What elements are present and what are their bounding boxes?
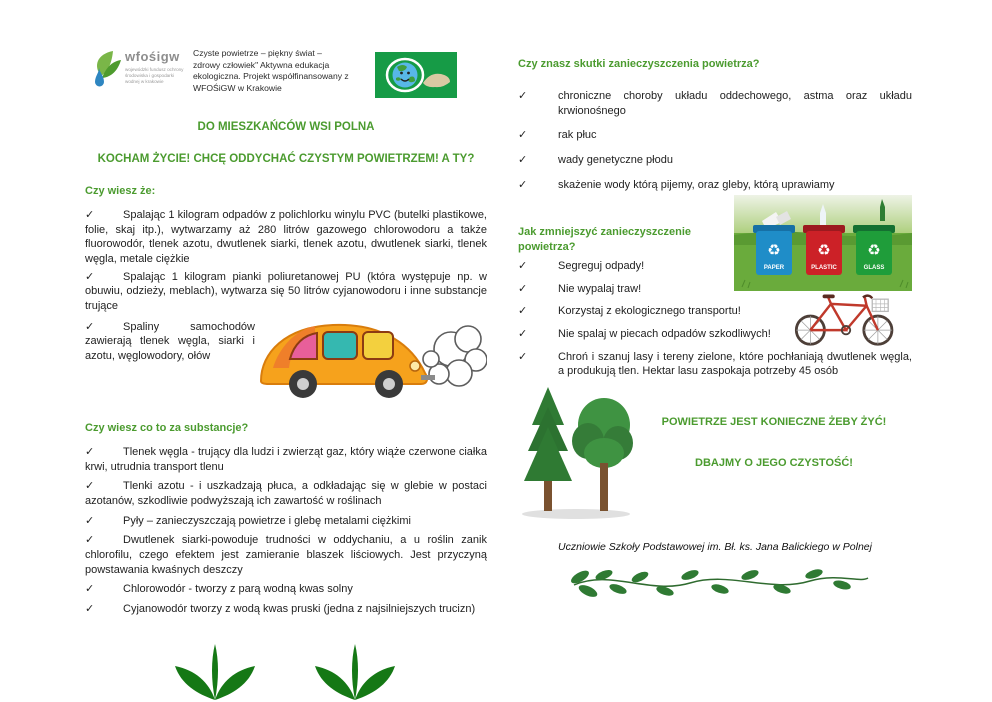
leaf-trio-icon bbox=[169, 642, 263, 702]
list-item bbox=[85, 514, 487, 529]
trees-icon bbox=[518, 383, 634, 521]
list-item bbox=[85, 320, 255, 405]
list-item bbox=[518, 128, 912, 143]
earth-flag-icon bbox=[375, 52, 457, 98]
leaf-ornaments bbox=[85, 642, 487, 702]
bin-label-glass: GLASS bbox=[863, 265, 885, 271]
wfosigw-leaf-drop-icon bbox=[85, 48, 121, 98]
check-icon: ✓ bbox=[518, 178, 528, 191]
list-item-text: Chlorowodór - tworzy z parą wodną kwas solny bbox=[123, 583, 353, 596]
list-item bbox=[85, 445, 487, 474]
list-item-text: Dwutlenek siarki-powoduje trudności w oddychaniu, a u roślin zanik chlorofilu, czego efektem jest zamieranie blaszek liściowych. Jest przyczyną powstawania kwaśnych deszczy bbox=[85, 534, 487, 576]
check-icon: ✓ bbox=[518, 260, 528, 272]
wfosigw-logo-name: wfośigw bbox=[125, 49, 180, 64]
list-item-text: Spalając 1 kilogram odpadów z polichlorku winylu PVC (butelki plastikowe, folie, skaj itp.), wytwarzamy aż 280 litrów gazowego chlorowodoru a także fluorowodór, tlenek azotu, dwutlenek siarki, tlenek azotu, dwutlenek siarki, tlenek węgla, metale ciężkie bbox=[85, 209, 487, 266]
list-item-text: Pyły – zanieczyszczają powietrze i glebę metalami ciężkimi bbox=[123, 514, 411, 527]
title-sub: KOCHAM ŻYCIE! CHCĘ ODDYCHAĆ CZYSTYM POWIETRZEM! A TY? bbox=[97, 153, 475, 166]
slogan-line-2: DBAJMY O JEGO CZYSTOŚĆ! bbox=[695, 456, 853, 469]
list-item bbox=[518, 153, 912, 168]
car-exhaust-illustration bbox=[255, 313, 487, 405]
check-icon: ✓ bbox=[85, 446, 95, 459]
bicycle-image bbox=[786, 287, 906, 347]
wfosigw-logo-tagline: wojewódzki fundusz ochrony środowiska i gospodarki wodnej w krakowie bbox=[125, 67, 184, 84]
list-item-text: Spaliny samochodów zawierają tlenek węgla, siarki i azotu, węglowodory, ołów bbox=[85, 320, 255, 362]
list-item-text: rak płuc bbox=[558, 129, 597, 142]
list-item-text: Spalając 1 kilogram pianki poliuretanowej PU (która występuje np. w obuwiu, odzieży, meblach), wytwarza się 50 litrów cyjanowodoru i inne substancje trujące bbox=[85, 270, 487, 312]
check-icon: ✓ bbox=[518, 327, 528, 340]
list-item-text: Nie spalaj w piecach odpadów szkodliwych! bbox=[558, 327, 771, 340]
list-item bbox=[85, 270, 487, 314]
left-column bbox=[85, 48, 487, 702]
check-icon: ✓ bbox=[518, 129, 528, 142]
check-icon: ✓ bbox=[85, 514, 95, 527]
list-item-text: Segreguj odpady! bbox=[558, 260, 645, 272]
list-item-text: Tlenek węgla - trujący dla ludzi i zwierząt gaz, który wiąże czerwone ciałka krwi, utrudnia transport tlenu bbox=[85, 446, 487, 473]
list-item-text: Cyjanowodór tworzy z wodą kwas pruski (jedna z najsilniejszych trucizn) bbox=[123, 602, 476, 615]
list-item-text: chroniczne choroby układu oddechowego, astma oraz układu krwionośnego bbox=[558, 90, 912, 117]
bin-label-plastic: PLASTIC bbox=[811, 265, 837, 271]
recycle-icon: ♻ bbox=[867, 242, 881, 259]
list-item-text: Nie wypalaj traw! bbox=[558, 282, 642, 295]
section-heading-effects: Czy znasz skutki zanieczyszczenia powietrza? bbox=[518, 58, 760, 70]
bin-label-paper: PAPER bbox=[763, 265, 785, 271]
slogan-line-1: POWIETRZE JEST KONIECZNE ŻEBY ŻYĆ! bbox=[661, 416, 887, 428]
wfosigw-logo bbox=[85, 48, 189, 98]
right-column bbox=[518, 57, 912, 657]
vine-ornament bbox=[570, 563, 870, 603]
car-smoke-icon bbox=[255, 313, 487, 405]
list-item-text: Tlenki azotu - i uszkadzają płuca, a odkładając się w glebie w postaci azotanów, szkodliwie podwyższają ich zawartość w roślinach bbox=[85, 480, 487, 508]
check-icon: ✓ bbox=[518, 282, 528, 295]
list-item bbox=[518, 350, 912, 379]
slogans bbox=[636, 415, 912, 470]
vine-icon bbox=[570, 563, 870, 603]
check-icon: ✓ bbox=[85, 270, 95, 283]
section-heading-know-that: Czy wiesz że: bbox=[85, 184, 156, 197]
check-icon: ✓ bbox=[85, 480, 95, 493]
car-exhaust-section bbox=[85, 317, 487, 405]
list-item-text: wady genetyczne płodu bbox=[558, 153, 673, 166]
check-icon: ✓ bbox=[85, 602, 95, 615]
wfosigw-logo-text bbox=[125, 48, 187, 98]
effects-list bbox=[518, 79, 912, 192]
recycle-icon: ♻ bbox=[767, 242, 781, 259]
check-icon: ✓ bbox=[85, 320, 95, 333]
check-icon: ✓ bbox=[518, 305, 528, 318]
check-icon: ✓ bbox=[85, 534, 95, 547]
earth-flag-logo bbox=[375, 52, 457, 98]
signature: Uczniowie Szkoły Podstawowej im. Bł. ks. Jana Balickiego w Polnej bbox=[558, 541, 872, 553]
check-icon: ✓ bbox=[518, 90, 528, 102]
check-icon: ✓ bbox=[85, 209, 95, 222]
list-item bbox=[85, 208, 487, 267]
project-description: Czyste powietrze – piękny świat – zdrowy człowiek" Aktywna edukacja ekologiczna. Projekt współfinansowany z WFOŚiGW w Krakowie bbox=[193, 48, 349, 93]
list-item-text: Chroń i szanuj lasy i tereny zielone, które pochłaniają dwutlenek węgla, a produkują tlen. Hektar lasu zaspokaja potrzeby 45 osób bbox=[558, 350, 912, 378]
recycle-icon: ♻ bbox=[817, 242, 831, 259]
bicycle-icon bbox=[786, 287, 906, 347]
check-icon: ✓ bbox=[518, 153, 528, 166]
trees-image bbox=[518, 383, 634, 521]
list-item-text: Korzystaj z ekologicznego transportu! bbox=[558, 305, 741, 318]
list-item bbox=[85, 602, 487, 617]
list-item bbox=[518, 89, 912, 118]
section-heading-substances: Czy wiesz co to za substancje? bbox=[85, 421, 249, 434]
check-icon: ✓ bbox=[518, 350, 528, 363]
list-item bbox=[518, 259, 912, 274]
check-icon: ✓ bbox=[85, 583, 95, 596]
leaflet-header bbox=[85, 48, 487, 98]
list-item bbox=[85, 479, 487, 508]
list-item bbox=[518, 178, 912, 193]
list-item bbox=[85, 533, 487, 577]
list-item-text: skażenie wody którą pijemy, oraz gleby, którą uprawiamy bbox=[558, 178, 835, 191]
title-main: DO MIESZKAŃCÓW WSI POLNA bbox=[197, 121, 375, 133]
leaf-trio-icon bbox=[309, 642, 403, 702]
section-heading-reduce: Jak zmniejszyć zanieczyszczenie powietrza? bbox=[518, 226, 692, 253]
list-item bbox=[85, 582, 487, 597]
